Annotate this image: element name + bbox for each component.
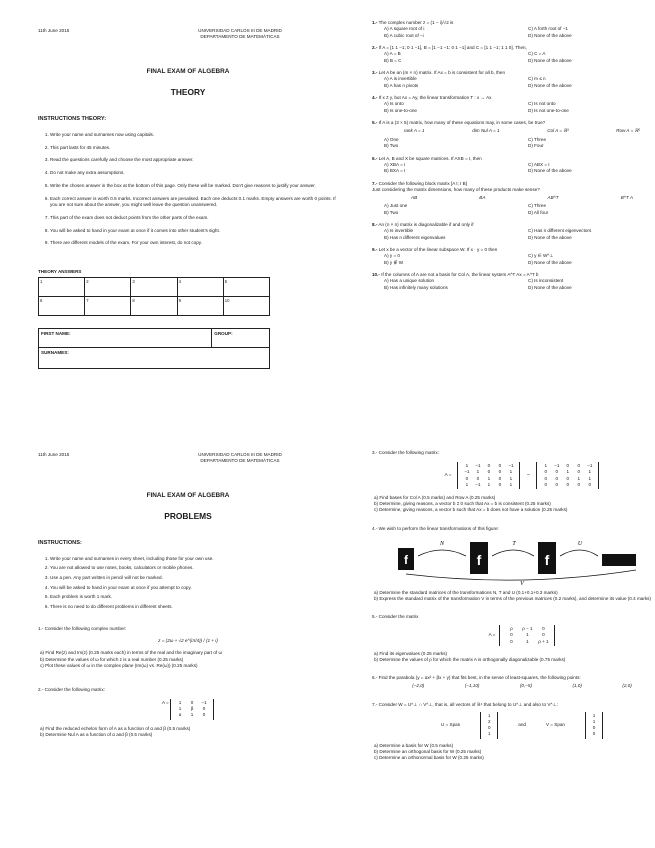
question-body: If A = [1 1 −1; 0 1 −1], B = [1 −1 −1; 0 1 −1] and C = [1 1 −1; 1 1 0]. Then, [378,45,527,51]
problem-6-title: 6.- Find the parabola (y = αx² + βx + γ) that fits best, in the sense of least-squares, the following points: [372,675,581,681]
arrow-t [492,550,534,556]
condition-item: AB^T [547,194,559,200]
problem-3 [372,450,655,514]
answer-option: A) A square root of i [384,26,425,32]
answer-options [372,137,655,150]
answer-option: D) None of the above [528,168,572,174]
matrix-cell: 0 [542,632,545,638]
arrow-v [406,570,636,580]
answer-box[interactable]: 6 [39,296,85,315]
matrix-cell: 0 [488,725,491,731]
instruction-item: 2. This part lasts for 45 minutes. [50,145,338,151]
matrix-cell: 0 [498,481,502,487]
problem-1-formula: z = (2ω + √2 e^{iπ/4}) / (1 + i) [158,638,218,644]
matrix-cell: 0 [592,725,596,731]
answer-option: D) Four [528,143,544,149]
answer-option: B) Is one-to-one [384,108,417,114]
question-body: If A is a (3 × 5) matrix, how many of these equations may, in some cases, be true? [378,120,546,126]
department-name: DEPARTAMENTO DE MATEMÁTICAS [200,458,280,464]
label-u: U [577,540,583,547]
question-item [372,181,655,216]
matrix-cell: 0 [577,481,581,487]
span-v-vector [585,712,603,739]
section-title: PROBLEMS [164,511,212,522]
answer-option: A) Has a unique solution [384,278,435,284]
matrix-cell: 0 [542,626,545,632]
instruction-item: 3. Use a pen. Any part written in pencil will not be marked. [50,575,338,581]
problem-2-title: 2.- Consider the following matrix: [38,686,105,692]
problems-header [38,452,338,464]
matrix-cell: α [178,712,182,718]
problem-3-item: c) Determine, giving reasons, a vector b such that Ax = b does not have a solution (0.25 marks) [374,507,568,513]
matrix-cell: 0 [190,700,194,706]
answer-option: B) A cubic root of −i [384,32,424,38]
question-number: 10.- [372,272,380,278]
instruction-item: 7. This part of the exam does not deduct points from the other parts of the exam. [50,215,338,221]
matrix-cell: 1 [592,718,596,724]
matrix-cell: 1 [526,632,529,638]
problem-5-title: 5.- Consider the matrix [372,614,419,620]
question-number: 5.- [372,120,378,126]
matrix-cell: 0 [592,731,596,737]
matrix-cell: 0 [465,475,469,481]
answer-option: C) Has n different eigenvectors [528,228,592,234]
instruction-item: 5. Write the chosen answer in the box at the bottom of this page. Only these will be marked. Don't give reasons to justify your answer. [50,183,338,189]
answer-box[interactable]: 3 [131,277,177,296]
answer-options [372,253,655,266]
problems-page-2 [372,450,655,761]
matrix-cell: 1 [178,706,182,712]
matrix-cell: ρ + 1 [538,638,549,644]
instructions-list [38,556,338,610]
problem-7-item: c) Determine an orthonormal basis for W (0.25 marks) [374,754,484,760]
answer-option: B) BXA = I [384,168,406,174]
problem-3-item: b) Determine, giving reasons, a vector b ≠ 0 such that Ax = b is consistent (0.25 marks) [374,501,551,507]
answer-box[interactable]: 1 [39,277,85,296]
section-title: THEORY [170,87,206,98]
matrix-cell: 1 [588,469,592,475]
matrix-cell: 0 [202,712,206,718]
matrix-cell: 1 [509,469,513,475]
problems-page [38,452,338,738]
matrix-cell: 1 [544,463,548,469]
problem-2-item: b) Determine Nul A as a function of α and β (0.5 marks) [40,731,153,737]
answer-box[interactable]: 7 [85,296,131,315]
problem-3-matrix-a [457,462,520,489]
condition-item: BA [479,194,486,200]
problem-4-title: 4.- We wish to perform the linear transformations of this figure: [372,525,499,531]
matrix-cell: 0 [487,463,491,469]
answer-option: C) y ∈ W^⊥ [528,253,554,259]
matrix-cell: 0 [510,638,513,644]
answer-options [372,228,655,241]
theory-header [38,28,338,40]
question-body: The complex number z = (1 − i)/√2 is [378,20,454,25]
matrix-cell: −1 [587,463,593,469]
matrix-cell: 0 [544,469,548,475]
answer-options [372,203,655,216]
answer-option: C) C = A [528,51,546,57]
answer-option: D) None of the above [528,234,572,240]
question-number: 4.- [372,95,378,101]
label-t: T [512,540,516,547]
matrix-cell: 1 [526,638,529,644]
question-body: If x ≠ y, but Ax = Ay, the linear transformation T : x → Ax [378,95,492,101]
instruction-item: 4. You will be asked to hand in your exam at once if you attempt to copy. [50,585,338,591]
arrow-n [418,550,466,556]
name-table [38,328,270,369]
answer-option: A) A is invertible [384,76,417,82]
question-number: 2.- [372,45,378,51]
question-item [372,247,655,266]
problem-4 [372,526,655,603]
problem-1 [38,626,338,669]
university-name: UNIVERSIDAD CARLOS III DE MADRID [198,28,282,33]
matrix-cell: 0 [555,481,559,487]
answer-option: D) None of the above [528,259,572,265]
answer-box[interactable]: 5 [223,277,269,296]
label-v: V [520,580,524,586]
answer-option: D) None of the above [528,32,572,38]
matrix-cell: 1 [488,731,491,737]
matrix-cell: 1 [509,481,513,487]
answer-box[interactable]: 8 [131,296,177,315]
answer-options [372,26,655,39]
instructions-heading: INSTRUCTIONS THEORY: [38,116,107,123]
answer-option: B) Two [384,209,399,215]
matrix-cell: 0 [544,481,548,487]
answer-box[interactable]: 10 [223,296,269,315]
matrix-cell: 0 [202,706,206,712]
problem-4-item: b) Express the standard matrix of the transformation V in terms of the previous matrices (0.2 marks), and determine its value (0.4 marks) [374,595,652,601]
matrix-cell: ρ − 1 [522,626,533,632]
problem-1-item: b) Determine the values of ω for which z is a real number (0.25 marks) [40,656,184,662]
matrix-cell: 1 [465,463,469,469]
transformation-figure [392,536,652,586]
data-point: (0,−5) [519,683,533,689]
question-body: Let A be an (m × n) matrix. If Ax = b is consistent for all b, then [378,70,506,76]
answer-options [372,101,655,114]
matrix-cell: 0 [555,475,559,481]
question-conditions [372,126,655,136]
matrix-cell: 1 [190,712,194,718]
matrix-cell: 1 [509,475,513,481]
problem-5 [372,614,655,663]
question-item [372,70,655,89]
matrix-cell: β [190,706,194,712]
exam-title: FINAL EXAM OF ALGEBRA [146,68,230,76]
answer-options [372,162,655,175]
department-name: DEPARTAMENTO DE MATEMÁTICAS [200,34,280,40]
matrix-cell: 0 [476,475,480,481]
question-body: Let A, B and X be square matrices. If AXB = I, then [378,155,482,161]
instruction-item: 4. Do not make any extra assumptions. [50,170,338,176]
answer-option: A) y = 0 [384,253,400,259]
matrix-cell: 2 [488,718,491,724]
problem-7-item: b) Determine an orthogonal basis for W (0.25 marks) [374,748,482,754]
question-number: 3.- [372,70,378,76]
answer-box[interactable]: 9 [177,296,223,315]
question-item [372,272,655,291]
problem-2-item: a) Find the reduced echelon form of A as a function of α and β (0.5 marks) [40,725,191,731]
span-u-label: U = Span [441,722,461,728]
matrix-label: A = [444,472,452,478]
problem-6 [372,675,655,691]
condition-item: rank A = 1 [403,128,425,134]
answer-option: B) B = C [384,57,402,63]
problem-3-matrix-reduced [536,462,599,489]
data-point: (1,0) [572,683,582,689]
matrix-cell: 0 [577,463,581,469]
exam-date: 11th June 2015 [38,452,70,457]
condition-item: Col A = ℝ³ [547,128,569,134]
matrix-cell: 0 [555,469,559,475]
question-number: 8.- [372,222,378,227]
answer-options [372,51,655,64]
answer-option: B) y ∉ W [384,259,404,265]
answer-option: C) Three [528,136,547,142]
answer-option: D) None of the above [528,285,572,290]
problem-3-item: a) Find bases for Col A (0.5 marks) and Row A (0.25 marks) [374,494,496,500]
letter-f-icon: f [404,552,408,567]
span-u-vector [480,712,498,739]
surnames-field[interactable]: SURNAMES: [39,347,270,368]
question-item [372,156,655,175]
matrix-cell: −1 [508,463,514,469]
theory-page [38,28,338,369]
instruction-item: 3. Read the questions carefully and choose the most appropriate answer. [50,157,338,163]
exam-date: 11th June 2015 [38,28,70,33]
answers-table [38,277,270,316]
problem-2-matrix [170,699,214,720]
question-body: If the columns of A are not a basis for Col A, the linear system A^T Ax = A^T b [381,272,539,278]
answer-options [372,76,655,89]
answer-option: C) m ≤ n [528,76,546,82]
questions-page [372,20,655,297]
problem-1-item: c) Plot these values of ω in the complex plane (Im(ω) vs. Re(ω)) (0.25 marks) [40,662,198,668]
matrix-label: A = [161,700,169,706]
answer-option: D) All four [528,209,549,215]
problem-6-points [372,681,655,691]
problem-5-matrix [499,625,555,646]
instruction-item: 6. There is no need to do different problems in different sheets. [50,604,338,610]
question-item [372,120,655,149]
condition-item: Row A = ℝ⁵ [616,128,641,134]
answers-heading: THEORY ANSWERS [38,268,82,274]
matrix-cell: 1 [592,712,596,718]
question-body: Consider the following block matrix [A I; I B] [378,180,467,186]
answer-option: B) Has n different eigenvalues [384,234,446,240]
instruction-item: 1. Write your name and surnames now using capitals. [50,132,338,138]
answer-option: D) None of the above [528,57,572,63]
answer-options [372,278,655,291]
instructions-heading: INSTRUCTIONS: [38,540,82,547]
question-number: 1.- [372,20,378,25]
instruction-item: 5. Each problem is worth 1 mark. [50,594,338,600]
span-v-label: V = Span [545,722,565,728]
problem-2-matrix-row [38,699,338,720]
answer-option: C) ABX = I [528,161,550,167]
matrix-cell: 1 [488,712,491,718]
problem-5-matrix-row [372,625,655,646]
matrix-cell: 0 [510,632,513,638]
matrix-label: A = [488,632,496,638]
matrix-cell: 1 [465,481,469,487]
question-item [372,95,655,114]
first-name-field[interactable]: FIRST NAME: [39,328,212,347]
problem-3-title: 3.- Consider the following matrix: [372,450,439,455]
matrix-cell: −1 [554,463,560,469]
problem-4-item: a) Determine the standard matrices of the transformations N, T and U (0.1+0.1+0.3 marks) [374,589,558,595]
instructions-list [38,132,338,247]
problem-7-title: 7.- Consider W = U^⊥ ∩ V^⊥, that is, all vectors of ℝ⁴ that belong to U^⊥ and also to V^⊥: [372,701,558,707]
condition-item: dim Nul A = 1 [472,128,500,134]
matrix-cell: −1 [475,481,481,487]
problem-5-item: b) Determine the values of ρ for which the matrix A is orthogonally diagonalizable (0.75 marks) [374,657,566,662]
answer-option: D) Is not one-to-one [528,108,569,114]
matrix-cell: 0 [577,469,581,475]
university-name: UNIVERSIDAD CARLOS III DE MADRID [198,452,282,457]
instruction-item: 1. Write your name and surnames in every sheet, including those for your own use. [50,556,338,562]
question-item [372,45,655,64]
matrix-cell: 0 [544,475,548,481]
and-label: and [518,722,526,728]
question-conditions [372,193,655,203]
shape-u [602,554,636,566]
answer-option: A) A = B [384,51,401,57]
matrix-cell: 0 [566,475,570,481]
answer-option: A) Is onto [384,101,404,107]
question-item [372,20,655,39]
matrix-cell: 0 [498,463,502,469]
question-text-2: Just considering the matrix dimensions, how many of these products make sense? [372,186,540,192]
arrow-u [560,550,598,556]
matrix-cell: ρ [510,626,513,632]
answer-option: C) Three [528,203,547,209]
data-point: (−1,10) [464,683,480,689]
letter-f-icon: f [476,551,482,568]
matrix-cell: 1 [577,475,581,481]
problem-3-matrices [372,462,655,489]
matrix-cell: 1 [178,700,182,706]
question-body: An (n × n) matrix is diagonalizable if and only if [378,222,474,227]
matrix-cell: 0 [487,469,491,475]
condition-item: B^T A [620,194,633,200]
matrix-cell: 0 [588,481,592,487]
answer-option: B) A has n pivots [384,83,419,88]
letter-f-icon: f [544,551,550,568]
matrix-cell: 0 [566,481,570,487]
matrix-cell: 0 [566,463,570,469]
answer-option: B) Two [384,143,399,149]
question-body: Let x be a vector of the linear subspace W. If x · y = 0 then [378,247,498,253]
matrix-cell: −1 [201,700,207,706]
exam-title: FINAL EXAM OF ALGEBRA [146,492,230,500]
problem-7 [372,702,655,762]
answer-box[interactable]: 2 [85,277,131,296]
matrix-cell: 1 [588,475,592,481]
answer-option: A) One [384,136,399,142]
answer-option: C) A forth root of −1 [528,26,568,32]
matrix-cell: −1 [464,469,470,475]
data-point: (2,0) [622,683,632,689]
matrix-cell: 0 [498,469,502,475]
condition-item: AB [411,194,418,200]
answer-box[interactable]: 4 [177,277,223,296]
matrix-cell: 1 [487,475,491,481]
answer-option: C) Is not onto [528,101,556,107]
instruction-item: 8. You will be asked to hand in your exam at once if it comes into other student's sight. [50,228,338,234]
question-number: 6.- [372,155,378,161]
instruction-item: 2. You are not allowed to use notes, books, calculators or mobile phones. [50,565,338,571]
answer-option: B) Has infinitely many solutions [384,285,448,290]
equivalence-symbol: ∼ [526,472,531,478]
question-number: 7.- [372,180,378,186]
answer-option: A) Just one [384,203,408,209]
answer-option: C) Is inconsistent [528,278,564,284]
matrix-cell: −1 [475,463,481,469]
answer-option: A) Is invertible [384,228,414,234]
instruction-item: 6. Each correct answer is worth 0.5 marks. Incorrect answers are penalised. Each one deducts 0.1 marks. Empty answers are worth 0 points. If you are not sure about the answer, you might well leave the question unanswered. [50,196,338,208]
problem-1-title: 1.- Consider the following complex number: [38,625,127,631]
question-item [372,222,655,241]
problem-5-item: a) Find its eigenvalues (0.25 marks) [374,650,448,656]
answer-option: A) XBA = I [384,161,406,167]
matrix-cell: 1 [476,469,480,475]
answer-option: D) None of the above [528,83,572,88]
label-n: N [439,540,445,547]
instruction-item: 9. There are different models of the exam. For your own interest, do not copy. [50,240,338,246]
matrix-cell: 1 [487,481,491,487]
problem-1-item: a) Find Re(z) and Im(z) (0.25 marks each) in terms of the real and the imaginary part of ω [40,650,223,656]
matrix-cell: 1 [566,469,570,475]
problem-2 [38,687,338,738]
problem-7-item: a) Determine a basis for W (0.5 marks) [374,742,454,748]
question-number: 9.- [372,247,378,253]
problem-7-spans [372,712,655,739]
data-point: (−2,0) [412,683,425,689]
matrix-cell: 0 [498,475,502,481]
group-field[interactable]: GROUP: [212,328,270,347]
